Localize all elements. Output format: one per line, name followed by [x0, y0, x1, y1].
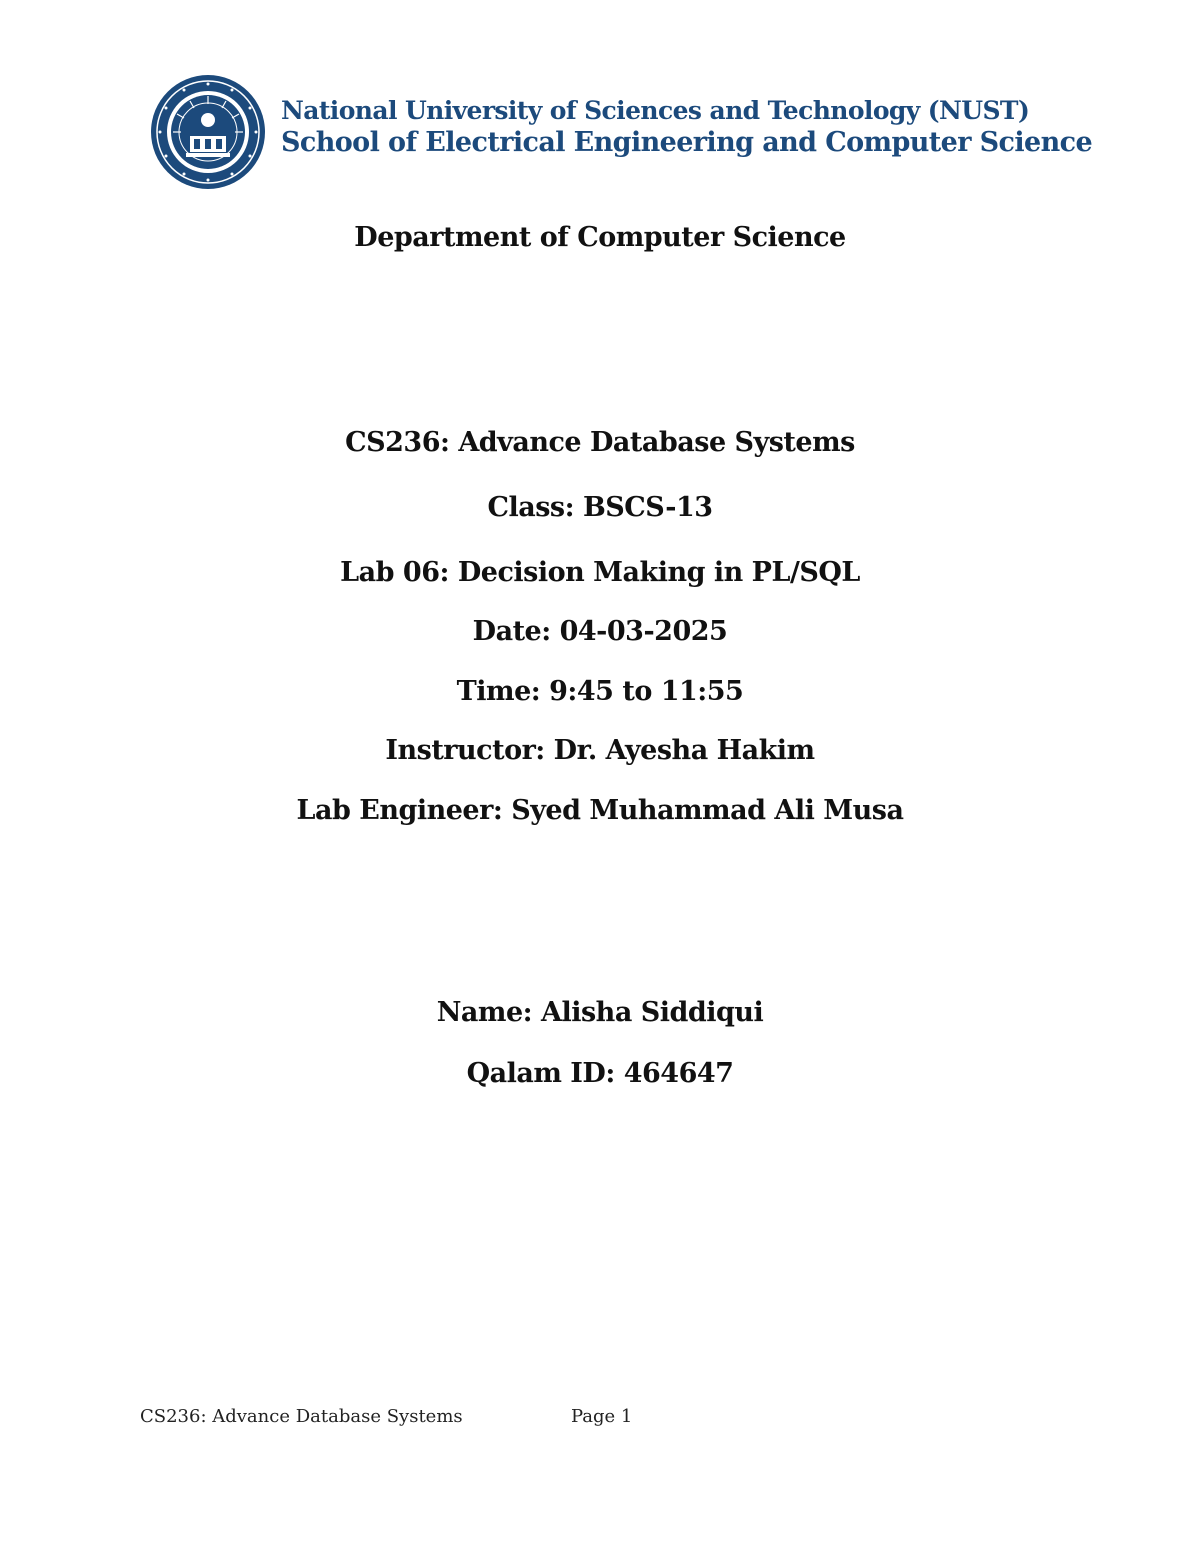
footer-course: CS236: Advance Database Systems — [140, 1406, 463, 1427]
lab-engineer-name: Lab Engineer: Syed Muhammad Ali Musa — [296, 795, 904, 826]
footer-page-number: Page 1 — [571, 1406, 633, 1427]
student-name: Name: Alisha Siddiqui — [436, 997, 764, 1028]
lab-title: Lab 06: Decision Making in PL/SQL — [340, 557, 860, 588]
school-name: School of Electrical Engineering and Computer Science — [281, 127, 1093, 158]
lab-time: Time: 9:45 to 11:55 — [456, 676, 744, 707]
nust-seal-icon — [150, 74, 266, 190]
student-qalam-id: Qalam ID: 464647 — [466, 1058, 734, 1089]
course-title: CS236: Advance Database Systems — [345, 427, 855, 458]
university-name: National University of Sciences and Technology (NUST) — [281, 96, 1030, 125]
class-label: Class: BSCS-13 — [487, 492, 713, 523]
page-header — [150, 74, 1093, 190]
header-text — [281, 96, 1092, 160]
lab-date: Date: 04-03-2025 — [472, 616, 728, 647]
department-title: Department of Computer Science — [354, 222, 846, 253]
instructor-name: Instructor: Dr. Ayesha Hakim — [385, 735, 815, 766]
